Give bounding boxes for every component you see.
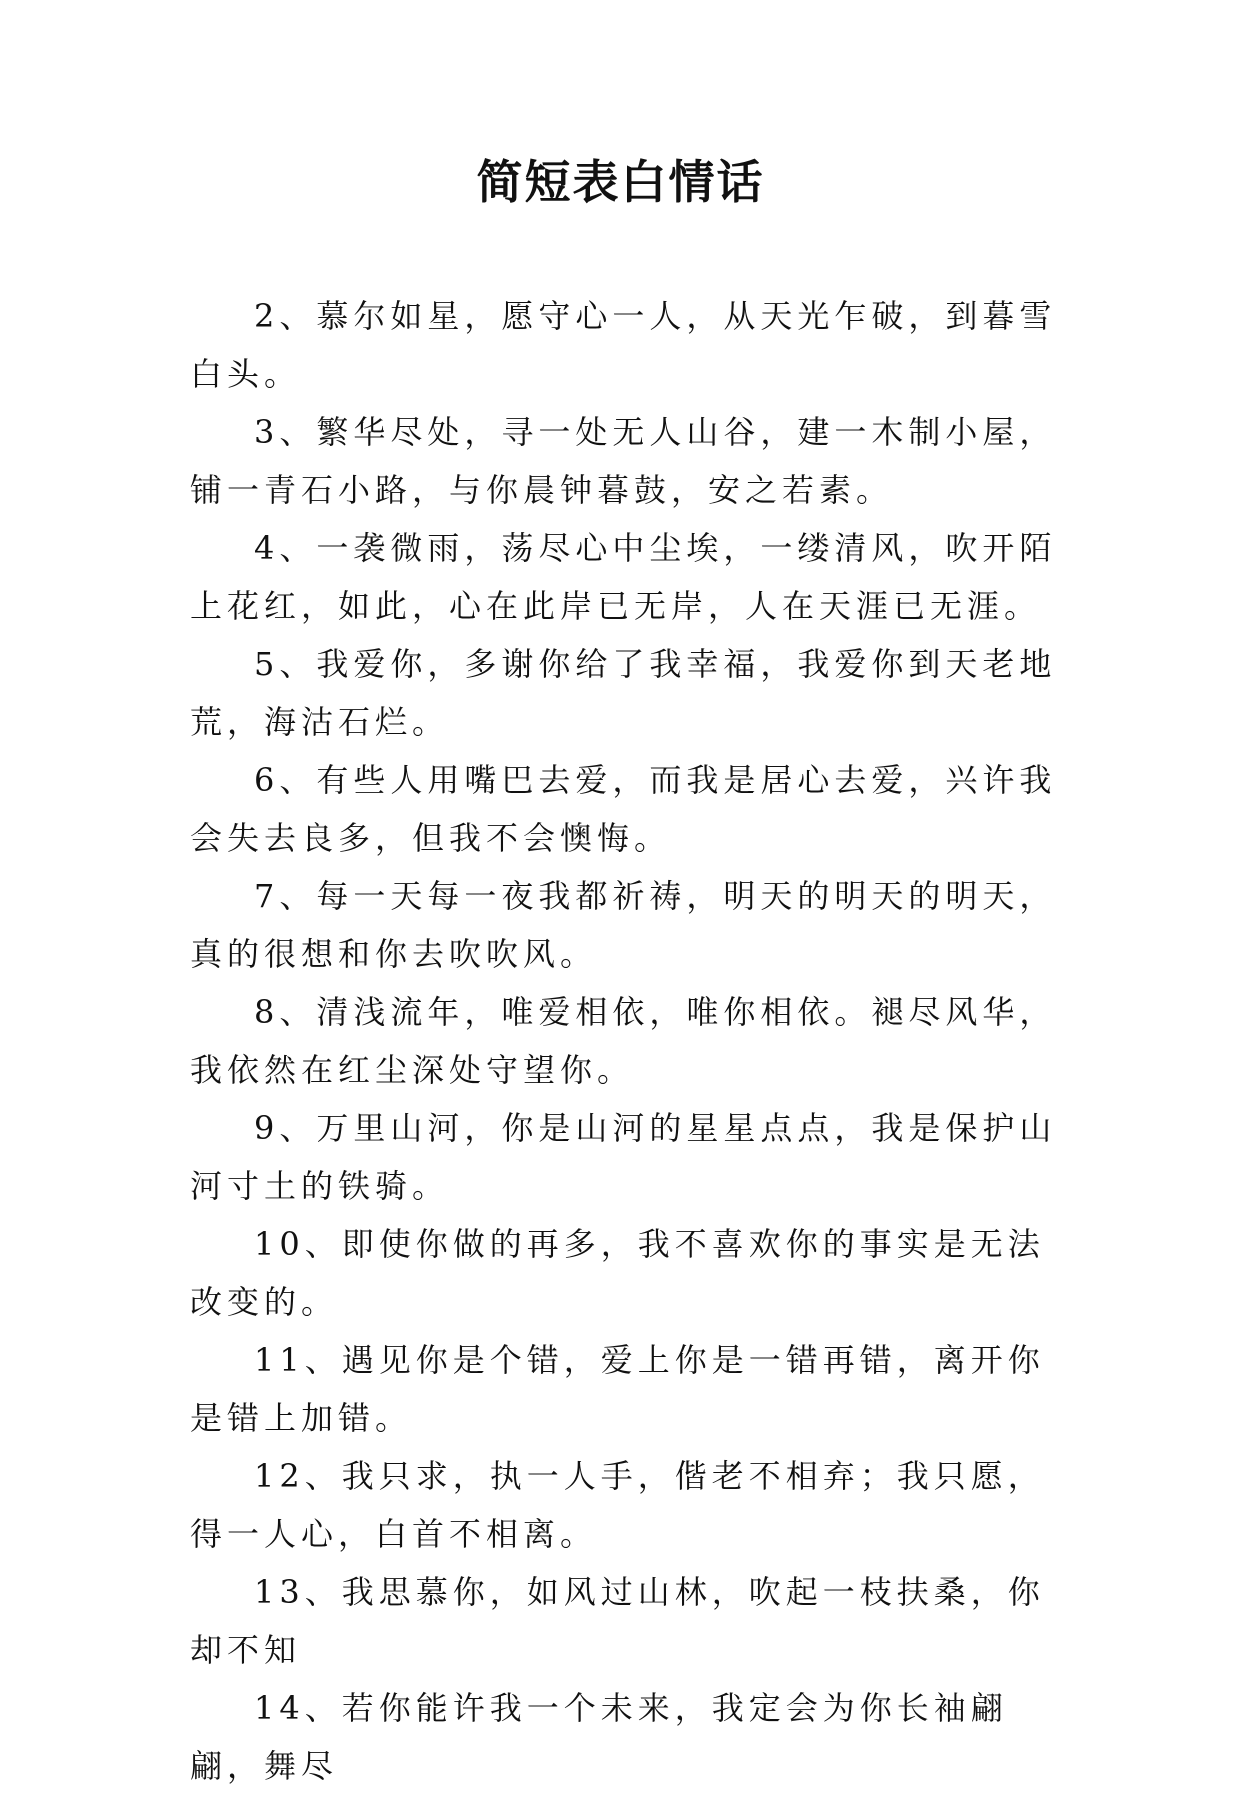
paragraph: 7、每一天每一夜我都祈祷，明天的明天的明天，真的很想和你去吹吹风。 [190,877,1057,973]
paragraph: 5、我爱你，多谢你给了我幸福，我爱你到天老地荒，海沽石烂。 [190,645,1057,741]
paragraph: 12、我只求，执一人手，偕老不相弃；我只愿，得一人心，白首不相离。 [190,1457,1045,1553]
paragraph: 4、一袭微雨，荡尽心中尘埃，一缕清风，吹开陌上花红，如此，心在此岸已无岸，人在天涯已无涯。 [190,529,1057,625]
paragraph: 3、繁华尽处，寻一处无人山谷，建一木制小屋，铺一青石小路，与你晨钟暮鼓，安之若素。 [190,413,1057,509]
paragraph: 8、清浅流年，唯爱相依，唯你相依。褪尽风华，我依然在红尘深处守望你。 [190,993,1057,1089]
paragraph: 14、若你能许我一个未来，我定会为你长袖翩翩，舞尽 [190,1689,1008,1785]
paragraph: 2、慕尔如星，愿守心一人，从天光乍破，到暮雪白头。 [190,297,1057,393]
paragraph: 10、即使你做的再多，我不喜欢你的事实是无法改变的。 [190,1225,1045,1321]
paragraph: 9、万里山河，你是山河的星星点点，我是保护山河寸土的铁骑。 [190,1109,1057,1205]
paragraph: 11、遇见你是个错，爱上你是一错再错，离开你是错上加错。 [190,1341,1045,1437]
paragraph: 6、有些人用嘴巴去爱，而我是居心去爱，兴许我会失去良多，但我不会懊悔。 [190,761,1057,857]
paragraph: 13、我思慕你，如风过山林，吹起一枝扶桑，你却不知 [190,1573,1045,1669]
document-body [190,287,1060,1795]
document-title: 简短表白情话 [476,155,765,209]
